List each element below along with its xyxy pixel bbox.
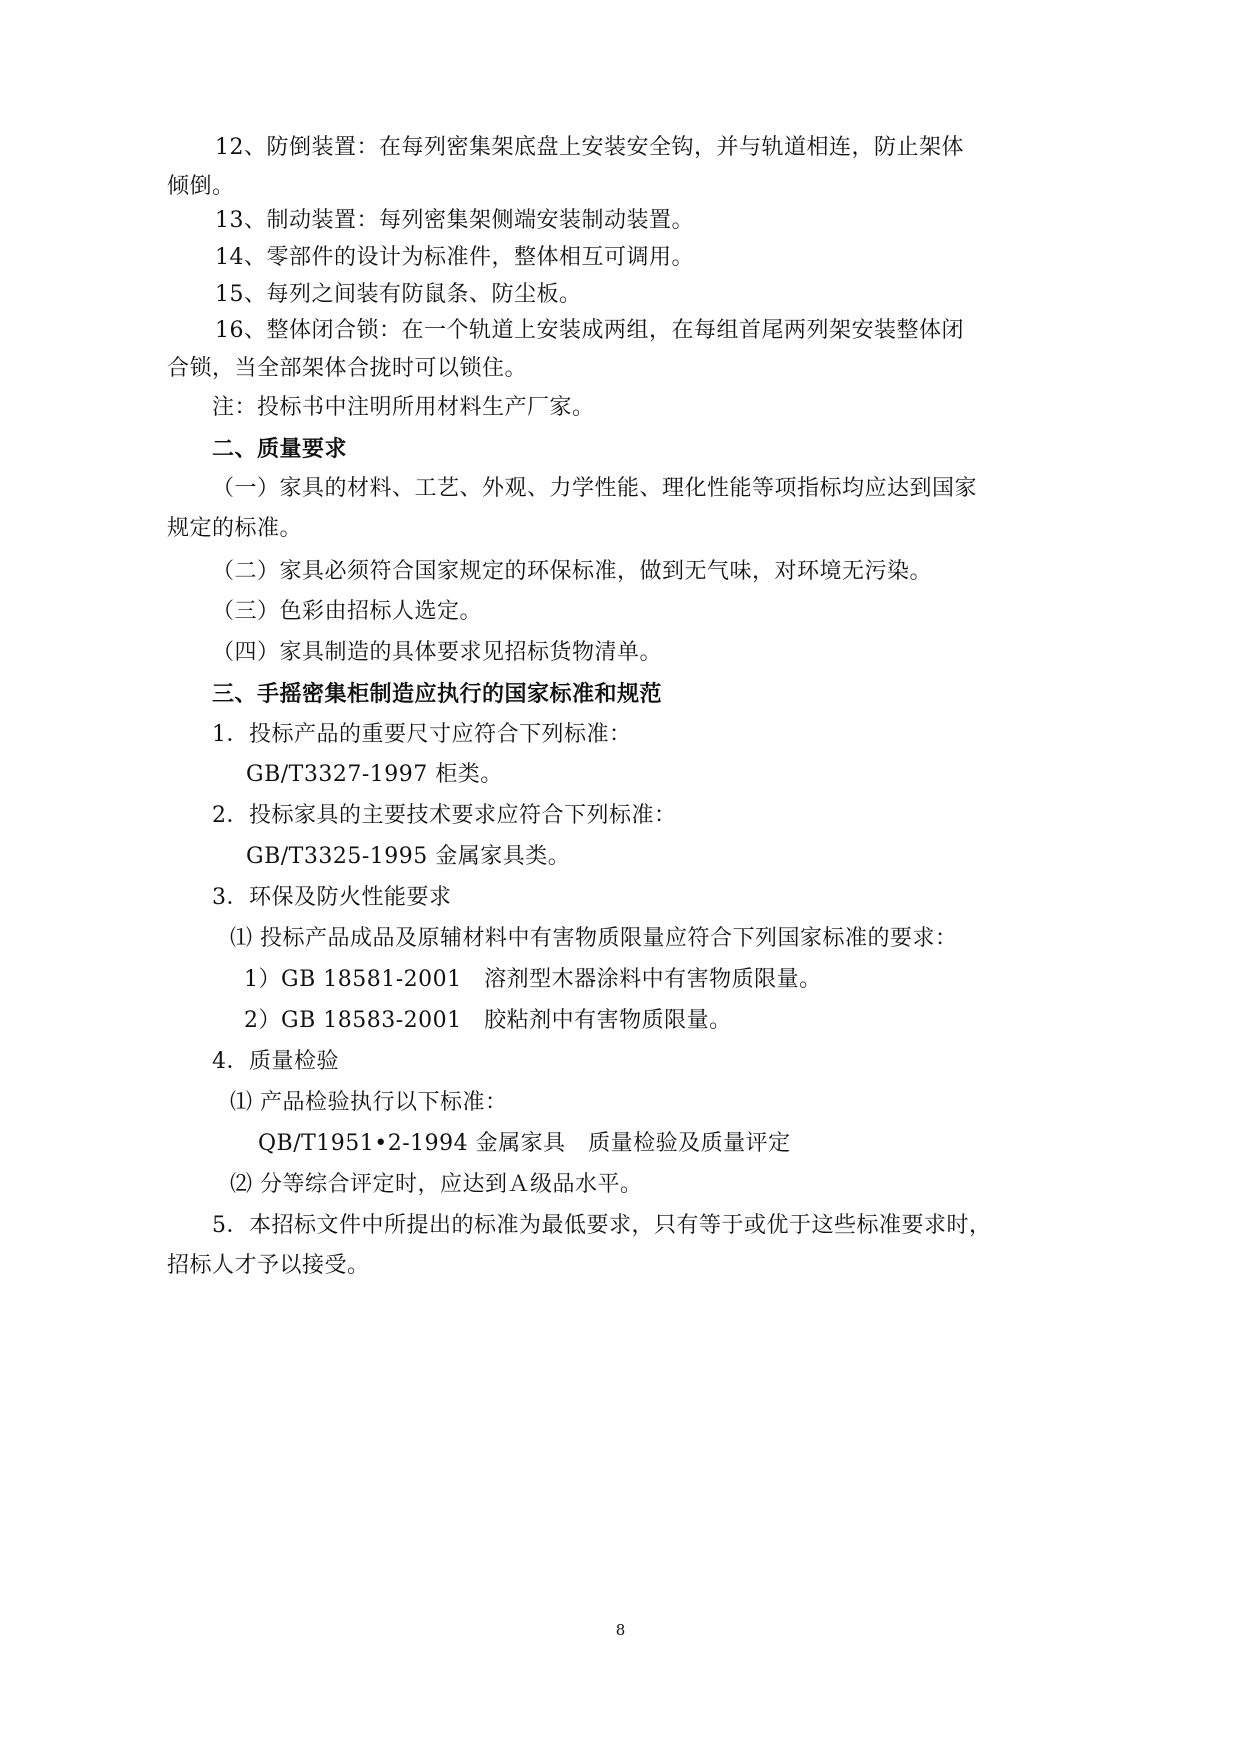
item-16-line-1: 16、整体闭合锁：在一个轨道上安装成两组，在每组首尾两列架安装整体闭 — [215, 318, 964, 343]
item-15: 15、每列之间装有防鼠条、防尘板。 — [215, 282, 582, 307]
item-14: 14、零部件的设计为标准件，整体相互可调用。 — [215, 245, 694, 270]
standard-item-4: 4．质量检验 — [212, 1049, 339, 1074]
standard-item-3: 3．环保及防火性能要求 — [212, 885, 452, 910]
standard-item-2: 2．投标家具的主要技术要求应符合下列标准： — [212, 803, 677, 828]
standard-item-4-sub-1: ⑴ 产品检验执行以下标准： — [230, 1090, 508, 1115]
standard-item-4-sub-2: ⑵ 分等综合评定时，应达到Ａ级品水平。 — [230, 1172, 643, 1197]
standard-item-3-sub-1: ⑴ 投标产品成品及原辅材料中有害物质限量应符合下列国家标准的要求： — [230, 926, 958, 951]
standard-item-2-spec: GB/T3325-1995 金属家具类。 — [246, 844, 571, 869]
page-number: 8 — [615, 1621, 626, 1639]
quality-item-1-line-2: 规定的标准。 — [167, 516, 303, 541]
standard-item-5-line-2: 招标人才予以接受。 — [167, 1253, 370, 1278]
quality-item-2: （二）家具必须符合国家规定的环保标准，做到无气味，对环境无污染。 — [212, 559, 933, 584]
standard-item-1-spec: GB/T3327-1997 柜类。 — [246, 762, 503, 787]
quality-item-1-line-1: （一）家具的材料、工艺、外观、力学性能、理化性能等项指标均应达到国家 — [212, 476, 978, 501]
quality-item-3: （三）色彩由招标人选定。 — [212, 599, 483, 624]
standard-item-3-sub-1-1: 1）GB 18581-2001 溶剂型木器涂料中有害物质限量。 — [244, 967, 822, 992]
section-heading-standards: 三、手摇密集柜制造应执行的国家标准和规范 — [212, 681, 663, 707]
item-16-line-2: 合锁，当全部架体合拢时可以锁住。 — [167, 356, 528, 381]
standard-item-4-sub-1-spec: QB/T1951•2-1994 金属家具 质量检验及质量评定 — [258, 1131, 791, 1156]
standard-item-5-line-1: 5．本招标文件中所提出的标准为最低要求，只有等于或优于这些标准要求时， — [212, 1213, 992, 1238]
section-heading-quality: 二、质量要求 — [212, 436, 348, 462]
standard-item-1: 1．投标产品的重要尺寸应符合下列标准： — [212, 722, 632, 747]
item-12-line-1: 12、防倒装置：在每列密集架底盘上安装安全钩，并与轨道相连，防止架体 — [215, 135, 964, 160]
item-13: 13、制动装置：每列密集架侧端安装制动装置。 — [215, 208, 694, 233]
quality-item-4: （四）家具制造的具体要求见招标货物清单。 — [212, 640, 663, 665]
standard-item-3-sub-1-2: 2）GB 18583-2001 胶粘剂中有害物质限量。 — [244, 1008, 732, 1033]
note: 注：投标书中注明所用材料生产厂家。 — [212, 395, 595, 420]
item-12-line-2: 倾倒。 — [167, 174, 235, 199]
